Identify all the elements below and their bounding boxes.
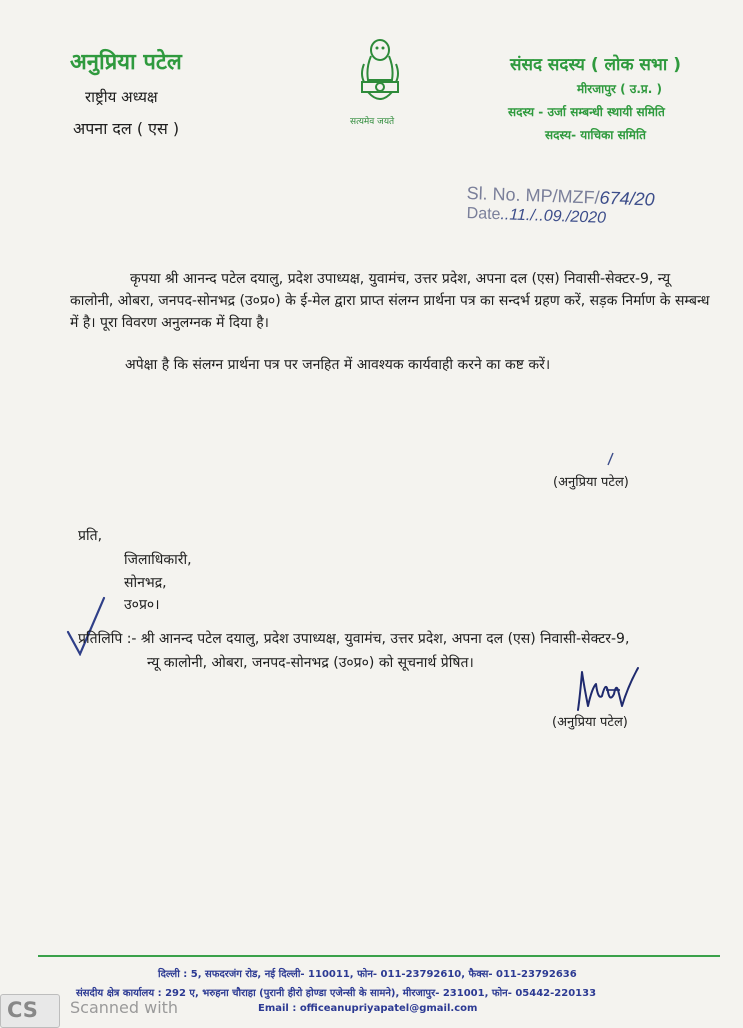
addressee-line-1: जिलाधिकारी,: [124, 552, 192, 568]
ink-mark-icon: [605, 452, 615, 466]
letterhead-title: राष्ट्रीय अध्यक्ष: [85, 88, 158, 106]
serial-label: Sl. No. MP/MZF/: [466, 183, 600, 208]
footer-email: Email : officeanupriyapatel@gmail.com: [258, 1003, 478, 1014]
serial-value: 674/20: [599, 187, 655, 210]
letterhead-name: अनुप्रिया पटेल: [70, 50, 182, 75]
addressee-line-2: सोनभद्र,: [124, 575, 167, 591]
copy-line-1: प्रतिलिपि :- श्री आनन्द पटेल दयालु, प्रदेश उपाध्यक्ष, युवामंच, उत्तर प्रदेश, अपना दल (एस) निवासी-सेक्टर-9,: [78, 631, 630, 647]
camscanner-logo-icon: [0, 994, 60, 1028]
footer-constituency-address: संसदीय क्षेत्र कार्यालय : 292 ए, भरुहना चौराहा (पुरानी हीरो होण्डा एजेन्सी के सामने), मीरजापुर- 231001, फोन- 05442-220133: [76, 988, 597, 999]
signatory-name-1: (अनुप्रिया पटेल): [553, 475, 629, 490]
addressee-prefix: प्रति,: [78, 528, 103, 544]
camscanner-logo-text: CS: [7, 998, 38, 1022]
date-label: Date: [466, 205, 501, 224]
footer-delhi-address: दिल्ली : 5, सफदरजंग रोड, नई दिल्ली- 110011, फोन- 011-23792610, फैक्स- 011-23792636: [158, 969, 577, 980]
footer-divider: [38, 955, 720, 957]
scanner-watermark: Scanned with: [70, 998, 179, 1017]
committee-membership-2: सदस्य- याचिका समिति: [545, 128, 646, 142]
body-paragraph-1: कृपया श्री आनन्द पटेल दयालु, प्रदेश उपाध्यक्ष, युवामंच, उत्तर प्रदेश, अपना दल (एस) निवासी-सेक्टर-9, न्यू कालोनी, ओबरा, जनपद-सोनभद्र (उ०प्र०) के ई-मेल द्वारा प्राप्त संलग्न प्रार्थना पत्र का सन्दर्भ ग्रहण करें, सड़क निर्माण के सम्बन्ध में है। पूरा विवरण अनुलग्नक में दिया है।: [70, 271, 710, 331]
letter-date: [466, 205, 606, 228]
letterhead-party: अपना दल ( एस ): [73, 119, 180, 138]
national-emblem-icon: [350, 34, 410, 112]
date-value: ..11./..09./2020: [500, 206, 607, 227]
addressee-line-3: उ०प्र०।: [124, 597, 160, 613]
committee-membership-1: सदस्य - उर्जा सम्बन्धी स्थायी समिति: [508, 105, 665, 119]
handwritten-signature: [568, 666, 648, 714]
signatory-name-2: (अनुप्रिया पटेल): [552, 715, 628, 730]
emblem-motto: सत्यमेव जयते: [350, 117, 395, 127]
constituency: मीरजापुर ( उ.प्र. ): [577, 82, 662, 96]
copy-line-2: न्यू कालोनी, ओबरा, जनपद-सोनभद्र (उ०प्र०) को सूचनार्थ प्रेषित।: [147, 655, 474, 671]
body-paragraph-2: अपेक्षा है कि संलग्न प्रार्थना पत्र पर जनहित में आवश्यक कार्यवाही करने का कष्ट करें।: [125, 357, 551, 373]
designation-mp: संसद सदस्य ( लोक सभा ): [510, 55, 681, 75]
